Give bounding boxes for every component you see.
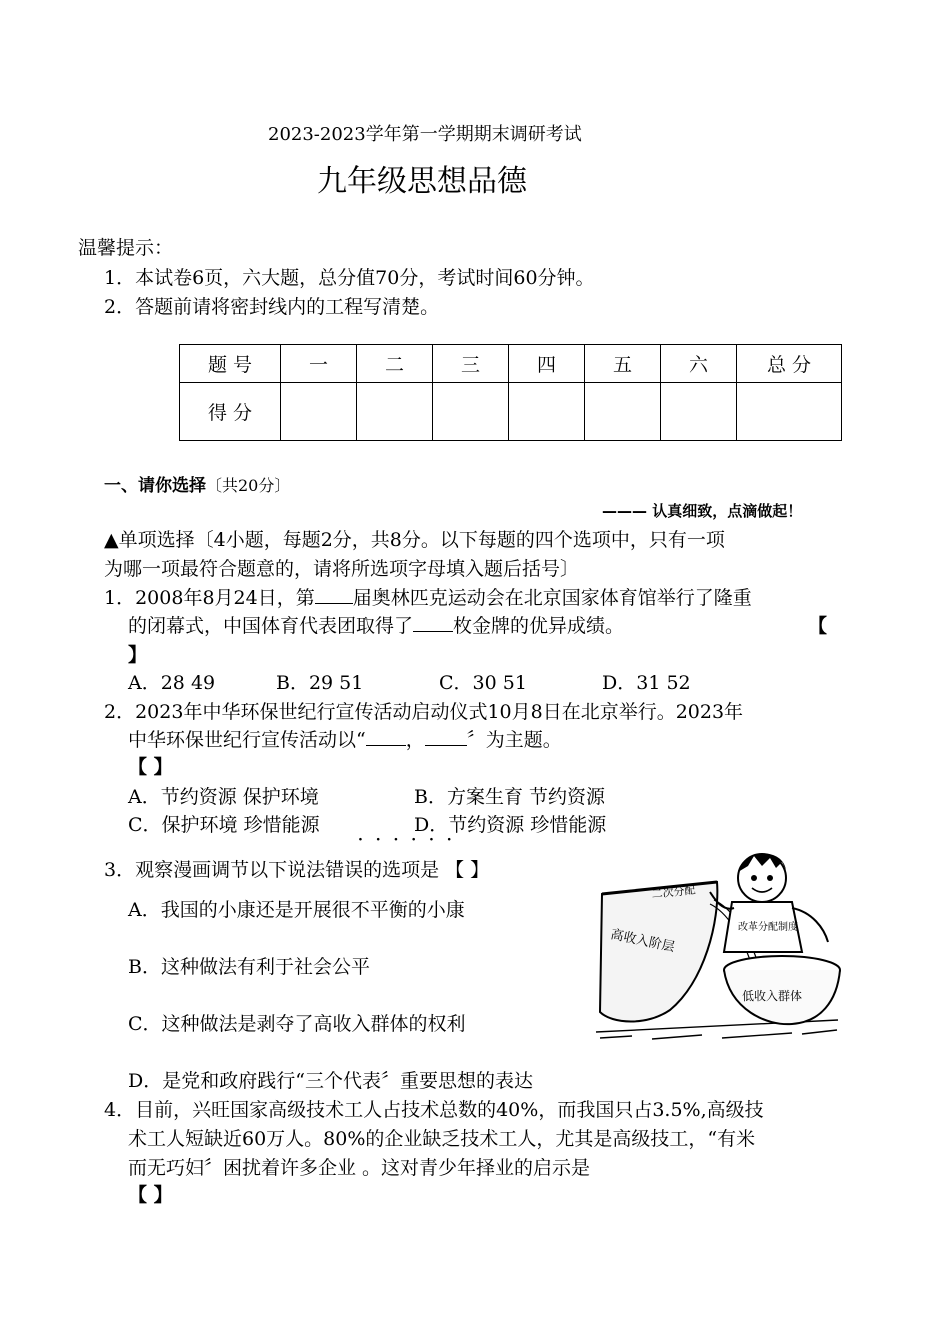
- section-title: 一、请你选择: [104, 476, 206, 496]
- score-table-score-row: [180, 383, 842, 441]
- table-cell: 总 分: [737, 345, 842, 383]
- q2-blank-2[interactable]: [425, 729, 467, 746]
- score-input-cell[interactable]: [433, 383, 509, 441]
- instruction-line-1: ▲单项选择〔4小题，每题2分，共8分。以下每题的四个选项中，只有一项: [104, 529, 725, 551]
- q1-option-b[interactable]: B．29 51: [276, 672, 364, 694]
- q2-option-a[interactable]: A．节约资源 保护环境: [128, 786, 319, 808]
- table-cell: 二: [357, 345, 433, 383]
- q3-stem: 3．观察漫画调节以下说法错误的选项是 【 】: [104, 859, 490, 881]
- tips-label: 温馨提示：: [78, 237, 174, 259]
- table-cell: 题 号: [180, 345, 281, 383]
- section-heading: [104, 471, 290, 496]
- q3-option-d[interactable]: D．是党和政府践行“三个代表〞重要思想的表达: [128, 1070, 533, 1092]
- q4-line-1: 4．目前，兴旺国家高级技术工人占技术总数的40%，而我国只占3.5%,高级技: [104, 1099, 764, 1121]
- score-input-cell[interactable]: [585, 383, 661, 441]
- exam-title: 2023-2023学年第一学期期末调研考试: [268, 124, 582, 145]
- q1-option-a[interactable]: A．28 49: [128, 672, 216, 694]
- q1-text: 枚金牌的优异成绩。: [453, 615, 625, 637]
- tip-item-1: 1．本试卷6页，六大题，总分值70分，考试时间60分钟。: [104, 267, 595, 289]
- cartoon-label-person-tag: 改革分配制度: [738, 922, 798, 933]
- q1-bracket-close[interactable]: 】: [128, 644, 148, 666]
- q2-line-1: 2．2023年中华环保世纪行宣传活动启动仪式10月8日在北京举行。2023年: [104, 701, 744, 723]
- score-input-cell[interactable]: [357, 383, 433, 441]
- q2-option-c[interactable]: C．保护环境 珍惜能源: [128, 814, 320, 836]
- q2-text: 〞为主题。: [466, 729, 562, 751]
- cartoon-illustration: [592, 842, 842, 1047]
- q4-line-2: 术工人短缺近60万人。80%的企业缺乏技术工人，尤其是高级技工，“有米: [128, 1128, 756, 1150]
- q1-bracket-open: 【: [808, 615, 828, 637]
- section-points: 〔共20分〕: [206, 476, 291, 495]
- subject-title: 九年级思想品德: [317, 164, 527, 199]
- q2-text: ，: [405, 729, 425, 751]
- q1-blank-2[interactable]: [413, 615, 453, 632]
- q1-text: 的闭幕式，中国体育代表团取得了: [128, 615, 414, 637]
- table-cell: 六: [661, 345, 737, 383]
- tip-item-2: 2．答题前请将密封线内的工程写清楚。: [104, 296, 440, 318]
- emphasis-dots: · · · · · ·: [358, 832, 456, 848]
- q2-option-b[interactable]: B．方案生育 节约资源: [414, 786, 606, 808]
- q3-option-b[interactable]: B．这种做法有利于社会公平: [128, 956, 370, 978]
- q1-option-d[interactable]: D．31 52: [602, 672, 691, 694]
- q1-text: 1．2008年8月24日，第: [104, 587, 315, 609]
- score-input-cell[interactable]: [281, 383, 357, 441]
- q1-line-1: [104, 583, 752, 610]
- section-motto: ——— 认真细致，点滴做起！: [602, 502, 803, 520]
- score-input-cell[interactable]: [737, 383, 842, 441]
- table-cell: 一: [281, 345, 357, 383]
- score-input-cell[interactable]: [509, 383, 585, 441]
- table-cell: 得 分: [180, 383, 281, 441]
- q2-option-d[interactable]: D．节约资源 珍惜能源: [414, 814, 607, 836]
- q1-blank-1[interactable]: [315, 587, 353, 604]
- q3-option-a[interactable]: A．我国的小康还是开展很不平衡的小康: [128, 899, 465, 921]
- cartoon-label-low-income: 低收入群体: [742, 989, 803, 1003]
- instruction-line-2: 为哪一项最符合题意的，请将所选项字母填入题后括号〕: [104, 558, 580, 580]
- cartoon-label-high-income: 高收入阶层: [609, 927, 676, 956]
- q4-line-3: 而无巧妇〞困扰着许多企业 。这对青少年择业的启示是: [128, 1157, 591, 1179]
- cartoon-label-tax: 二次分配: [650, 883, 697, 901]
- table-cell: 三: [433, 345, 509, 383]
- table-cell: 五: [585, 345, 661, 383]
- q2-answer-bracket[interactable]: 【 】: [128, 756, 173, 778]
- table-cell: 四: [509, 345, 585, 383]
- q2-text: 中华环保世纪行宣传活动以“: [128, 729, 366, 751]
- q1-option-c[interactable]: C．30 51: [439, 672, 527, 694]
- q1-line-2: [128, 611, 624, 638]
- q2-blank-1[interactable]: [366, 729, 406, 746]
- score-input-cell[interactable]: [661, 383, 737, 441]
- score-table-header-row: [180, 345, 842, 383]
- q4-answer-bracket[interactable]: 【 】: [128, 1184, 173, 1206]
- q1-text: 届奥林匹克运动会在北京国家体育馆举行了隆重: [352, 587, 752, 609]
- q3-option-c[interactable]: C．这种做法是剥夺了高收入群体的权利: [128, 1013, 466, 1035]
- score-table: [179, 344, 842, 441]
- q2-line-2: [128, 725, 562, 752]
